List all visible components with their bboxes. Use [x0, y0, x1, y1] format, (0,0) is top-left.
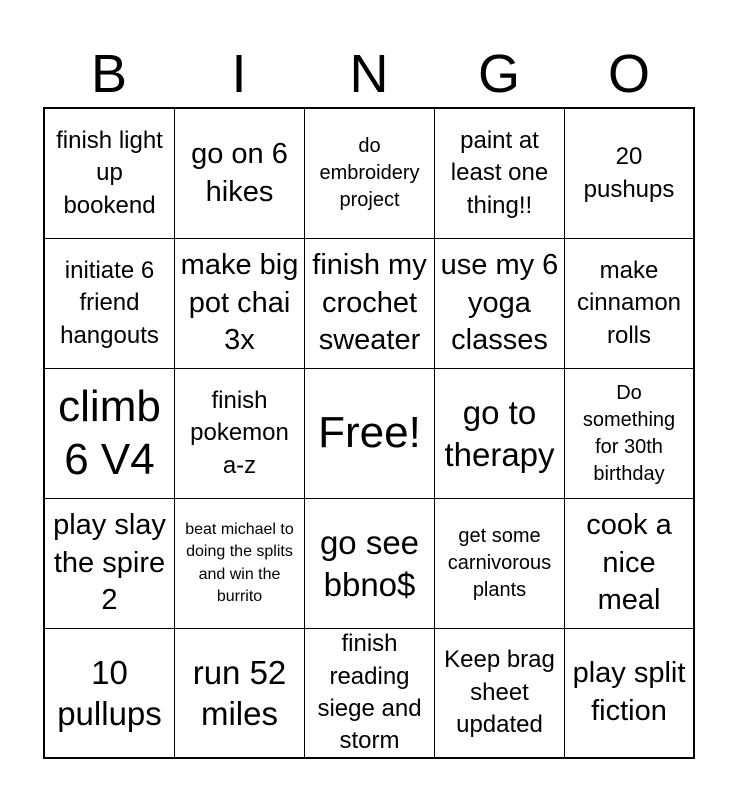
header-letter-b: B [90, 44, 128, 104]
bingo-cell[interactable]: initiate 6 friend hangouts [45, 239, 175, 369]
bingo-cell[interactable]: use my 6 yoga classes [435, 239, 565, 369]
header-letter-n: N [349, 44, 389, 104]
bingo-cell[interactable]: 10 pullups [45, 629, 175, 759]
bingo-cell[interactable]: go see bbno$ [305, 499, 435, 629]
bingo-cell[interactable]: climb 6 V4 [45, 369, 175, 499]
bingo-cell[interactable]: Keep brag sheet updated [435, 629, 565, 759]
bingo-board [43, 107, 695, 759]
bingo-cell[interactable]: finish light up bookend [45, 109, 175, 239]
bingo-cell[interactable]: paint at least one thing!! [435, 109, 565, 239]
bingo-cell[interactable]: make cinnamon rolls [565, 239, 695, 369]
bingo-cell[interactable]: play slay the spire 2 [45, 499, 175, 629]
header-letter-o: O [607, 44, 650, 104]
header-letter-g: G [477, 44, 520, 104]
bingo-cell[interactable]: finish pokemon a-z [175, 369, 305, 499]
free-space[interactable]: Free! [305, 369, 435, 499]
bingo-cell[interactable]: do embroidery project [305, 109, 435, 239]
bingo-cell[interactable]: beat michael to doing the splits and win the burrito [175, 499, 305, 629]
bingo-cell[interactable]: go to therapy [435, 369, 565, 499]
bingo-cell[interactable]: 20 pushups [565, 109, 695, 239]
header-letter-i: I [231, 44, 247, 104]
bingo-cell[interactable]: run 52 miles [175, 629, 305, 759]
bingo-cell[interactable]: get some carnivorous plants [435, 499, 565, 629]
bingo-cell[interactable]: go on 6 hikes [175, 109, 305, 239]
bingo-cell[interactable]: Do something for 30th birthday [565, 369, 695, 499]
bingo-header [44, 40, 694, 108]
bingo-cell[interactable]: play split fiction [565, 629, 695, 759]
bingo-cell[interactable]: finish my crochet sweater [305, 239, 435, 369]
bingo-cell[interactable]: cook a nice meal [565, 499, 695, 629]
bingo-cell[interactable]: make big pot chai 3x [175, 239, 305, 369]
bingo-cell[interactable]: finish reading siege and storm [305, 629, 435, 759]
